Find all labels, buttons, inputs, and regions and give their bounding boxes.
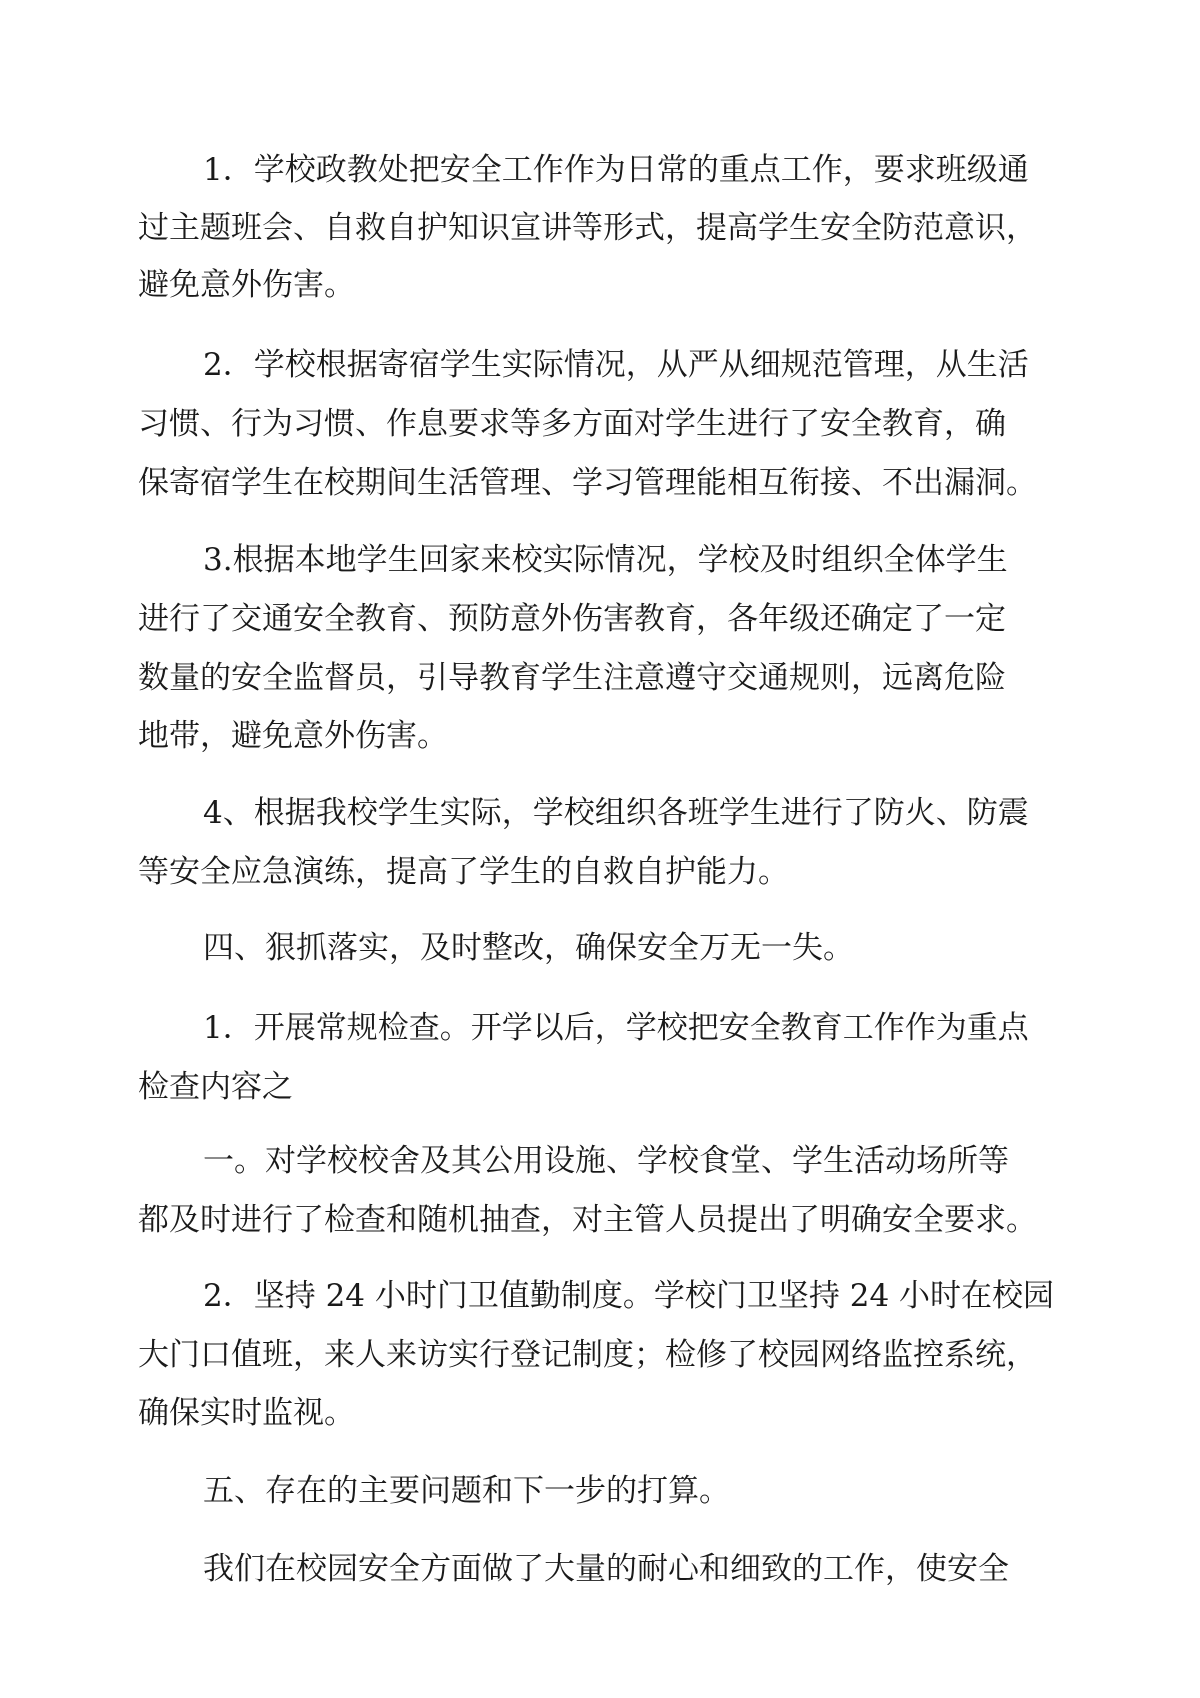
text-line: 都及时进行了检查和随机抽查，对主管人员提出了明确安全要求。	[138, 1202, 1037, 1238]
text-line: 1．开展常规检查。开学以后，学校把安全教育工作作为重点	[203, 1010, 1029, 1046]
text-line: 确保实时监视。	[138, 1395, 355, 1431]
text-line: 2．坚持 24 小时门卫值勤制度。学校门卫坚持 24 小时在校园	[203, 1278, 1055, 1314]
text-line: 习惯、行为习惯、作息要求等多方面对学生进行了安全教育，确	[138, 406, 1006, 442]
text-line: 保寄宿学生在校期间生活管理、学习管理能相互衔接、不出漏洞。	[138, 465, 1037, 501]
text-line: 我们在校园安全方面做了大量的耐心和细致的工作，使安全	[203, 1551, 1009, 1587]
text-line: 数量的安全监督员，引导教育学生注意遵守交通规则，远离危险	[138, 660, 1006, 696]
text-line: 进行了交通安全教育、预防意外伤害教育，各年级还确定了一定	[138, 601, 1006, 637]
text-line: 2．学校根据寄宿学生实际情况，从严从细规范管理，从生活	[203, 347, 1029, 383]
section-heading: 五、存在的主要问题和下一步的打算。	[203, 1473, 730, 1509]
text-line: 等安全应急演练，提高了学生的自救自护能力。	[138, 854, 789, 890]
text-line: 4、根据我校学生实际，学校组织各班学生进行了防火、防震	[203, 795, 1029, 831]
text-line: 过主题班会、自救自护知识宣讲等形式，提高学生安全防范意识，	[138, 210, 1037, 246]
text-line: 检查内容之	[138, 1069, 293, 1105]
text-line: 地带，避免意外伤害。	[138, 718, 448, 754]
text-line: 避免意外伤害。	[138, 267, 355, 303]
text-line: 3.根据本地学生回家来校实际情况，学校及时组织全体学生	[203, 542, 1008, 578]
text-line: 一。对学校校舍及其公用设施、学校食堂、学生活动场所等	[203, 1143, 1009, 1179]
text-line: 大门口值班，来人来访实行登记制度；检修了校园网络监控系统，	[138, 1337, 1037, 1373]
section-heading: 四、狠抓落实，及时整改，确保安全万无一失。	[203, 930, 854, 966]
text-line: 1．学校政教处把安全工作作为日常的重点工作，要求班级通	[203, 152, 1029, 188]
